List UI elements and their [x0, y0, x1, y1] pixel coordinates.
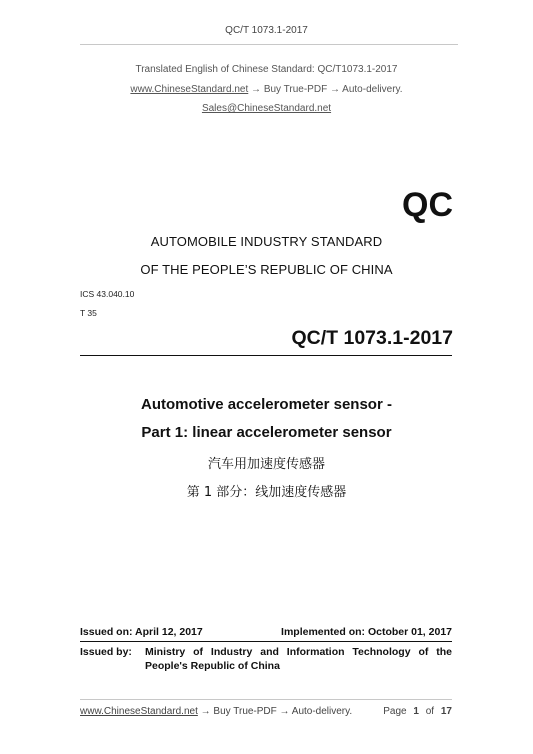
translation-notice: Translated English of Chinese Standard: QC/T1073.1-2017 — [135, 64, 398, 75]
header-divider — [80, 44, 458, 45]
page-label: Page — [383, 706, 407, 717]
page-of: of — [425, 706, 435, 717]
footer-purchase-line — [80, 706, 352, 717]
title-zh-line1: 汽车用加速度传感器 — [207, 457, 325, 472]
issuer-label: Issued by: — [80, 646, 132, 658]
page-indicator — [383, 706, 452, 717]
classification-code: T 35 — [80, 308, 97, 318]
issuer-line2: People's Republic of China — [145, 660, 280, 672]
purchase-line — [0, 84, 533, 95]
title-divider — [80, 355, 452, 356]
site-link[interactable]: www.ChineseStandard.net — [130, 84, 249, 95]
page-total: 17 — [440, 706, 452, 717]
footer-tail: → Buy True-PDF → Auto-delivery. — [197, 706, 353, 717]
standard-type-line1: AUTOMOBILE INDUSTRY STANDARD — [150, 234, 383, 249]
title-en-line2: Part 1: linear accelerometer sensor — [141, 424, 392, 441]
implemented-date: Implemented on: October 01, 2017 — [281, 626, 452, 638]
standard-type-line2: OF THE PEOPLE’S REPUBLIC OF CHINA — [140, 262, 393, 277]
standard-number: QC/T 1073.1-2017 — [291, 327, 453, 349]
purchase-tail: → Buy True-PDF → Auto-delivery. — [248, 84, 403, 95]
ics-code: ICS 43.040.10 — [80, 289, 135, 299]
qc-logo: QC — [402, 186, 453, 224]
page-current: 1 — [413, 706, 419, 717]
title-zh-line2: 第 1 部分：线加速度传感器 — [186, 485, 347, 500]
issuer-line1: Ministry of Industry and Information Technology of the — [145, 646, 452, 658]
running-header: QC/T 1073.1-2017 — [225, 25, 308, 36]
email-link[interactable]: Sales@ChineseStandard.net — [201, 103, 332, 114]
dates-divider — [80, 641, 452, 642]
issued-date: Issued on: April 12, 2017 — [80, 626, 203, 638]
title-en-line1: Automotive accelerometer sensor - — [141, 396, 392, 413]
email-line — [0, 103, 533, 114]
footer-divider — [80, 699, 452, 700]
footer-site-link[interactable]: www.ChineseStandard.net — [80, 706, 198, 717]
